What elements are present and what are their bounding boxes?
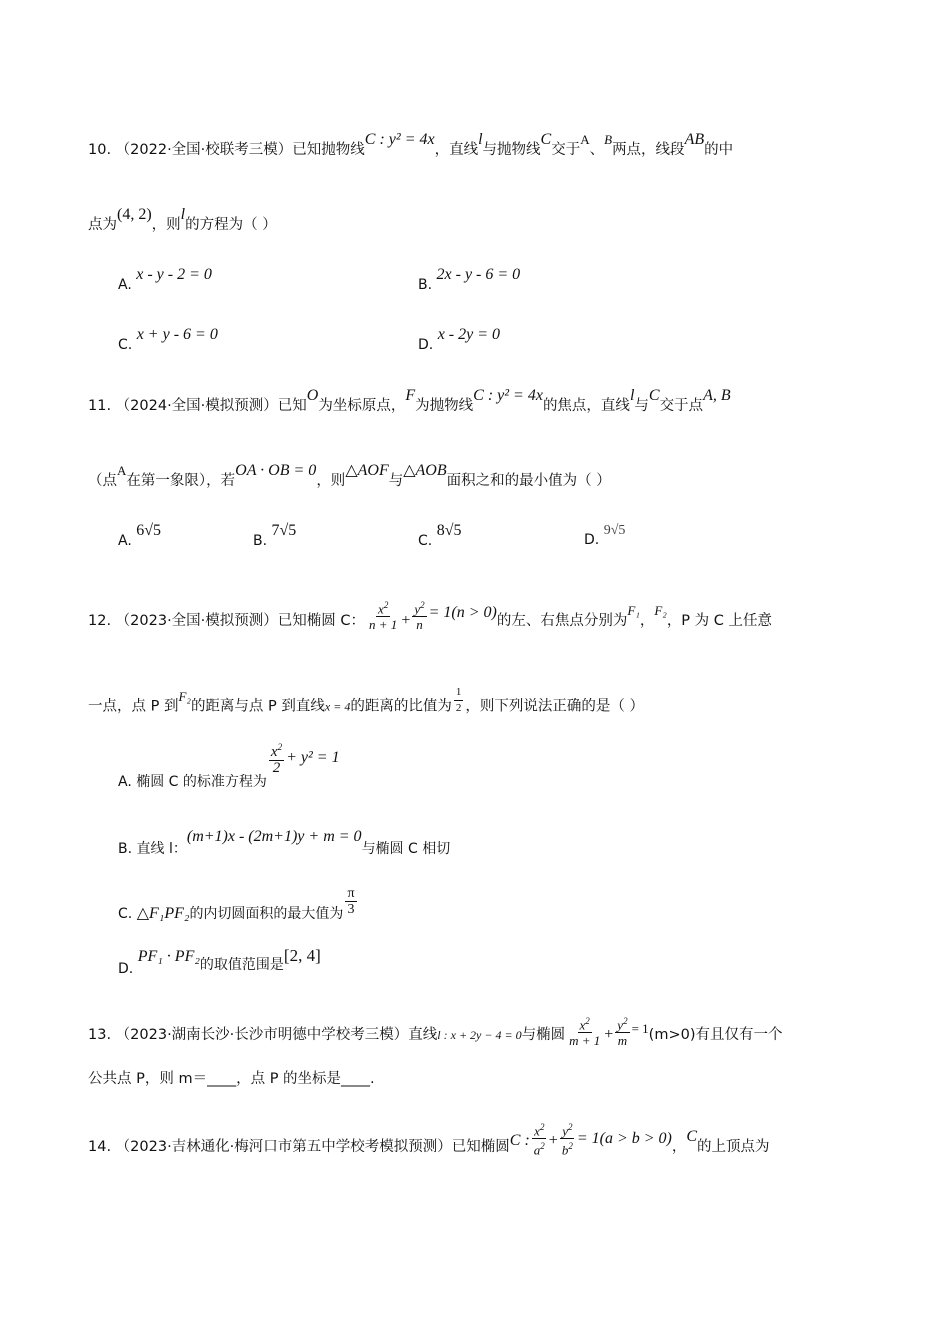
question-11-line-2: [88, 462, 611, 491]
text: 的距离与点 P 到直线: [190, 698, 325, 715]
option-math: x - y - 2 = 0: [136, 266, 212, 283]
text: 为坐标原点，: [318, 398, 406, 414]
option-label: C.: [418, 533, 433, 549]
option-b[interactable]: [253, 522, 297, 549]
math-ab: AB: [684, 131, 705, 148]
text: ，: [671, 1138, 687, 1155]
math-triangle-aob: △AOB: [403, 462, 447, 479]
option-math: 9√5: [603, 523, 626, 538]
question-number: 10.: [88, 142, 112, 158]
math-ellipse-condition: = 1(n > 0): [428, 604, 497, 622]
option-label: B.: [253, 533, 268, 549]
text: 、: [589, 142, 605, 158]
question-13-line-1: 13. （2023·湖南长沙·长沙市明德中学校考三模）直线l : x + 2y − 4 = 0与椭圆 $\frac{x^2}{m + 1}$ + $\frac{y^2}{m}$ = 1(m>0)有且仅有一个: [88, 1016, 783, 1049]
math-c: C: [686, 1127, 698, 1145]
text: (m>0)有且仅有一个: [648, 1027, 783, 1044]
option-label: D.: [118, 961, 134, 977]
question-11-line-1: [88, 387, 731, 416]
text: 与: [388, 473, 404, 489]
text: ，则: [316, 473, 346, 489]
text: ，则: [151, 217, 181, 233]
option-d[interactable]: [418, 326, 501, 353]
option-b[interactable]: [118, 826, 451, 857]
parabola-equation: C : y² = 4x: [364, 131, 435, 148]
option-text: 的取值范围是: [199, 957, 284, 973]
question-source: （2022·全国·校联考三模）: [115, 142, 293, 158]
fraction-one-half: $\frac{1}{2}$: [455, 686, 462, 714]
question-13-line-2: [88, 1069, 375, 1089]
text: ，P 为 C 上任意: [666, 613, 773, 630]
math-c: C: [648, 387, 660, 404]
question-number: 11.: [88, 398, 112, 414]
option-b[interactable]: [418, 266, 521, 293]
option-math: [2, 4]: [283, 946, 321, 965]
math-line: l : x + 2y − 4 = 0: [437, 1028, 522, 1043]
question-source: （2023·湖南长沙·长沙市明德中学校考三模）: [115, 1027, 409, 1044]
math-f1: F₁: [627, 603, 640, 619]
math-b: B: [604, 132, 613, 147]
text: 一点，点 P 到: [88, 698, 179, 715]
question-source: （2024·全国·模拟预测）: [115, 398, 278, 414]
option-math: 2x - y - 6 = 0: [436, 266, 521, 283]
option-math: 8√5: [436, 522, 462, 539]
text: ，: [639, 613, 655, 630]
text: 已知椭圆: [451, 1138, 510, 1155]
question-source: （2023·全国·模拟预测）: [115, 613, 278, 630]
option-math: x - 2y = 0: [437, 326, 501, 343]
option-text: 与椭圆 C 相切: [361, 841, 451, 857]
text: 的距离的比值为: [350, 698, 452, 715]
option-label: D.: [584, 532, 600, 548]
fraction-pi-3: $\frac{\pi}{3}$: [347, 886, 355, 917]
text: 已知: [277, 398, 307, 414]
text: 的焦点，直线: [542, 398, 630, 414]
math-point: (4, 2): [117, 206, 152, 223]
math-l: l: [478, 131, 483, 148]
text: 的上顶点为: [697, 1138, 770, 1155]
math-o: O: [306, 387, 319, 404]
text: 已知椭圆 C：: [277, 613, 366, 630]
option-math: (m+1)x - (2m+1)y + m = 0: [186, 828, 362, 845]
math-ellipse-condition: = 1(a > b > 0): [576, 1129, 672, 1147]
option-label: A.: [118, 774, 132, 790]
question-source: （2023·吉林通化·梅河口市第五中学校考模拟预测）: [115, 1138, 452, 1155]
text: 交于: [551, 142, 581, 158]
math-l: l: [629, 387, 635, 404]
fraction-x2-2: $\frac{x^2}{2}$: [270, 742, 283, 776]
question-10-line-1: [88, 131, 734, 160]
math-c: C :: [509, 1131, 530, 1149]
option-label: B.: [418, 277, 433, 293]
option-label: D.: [418, 337, 434, 353]
option-math: △F₁PF₂: [136, 904, 190, 922]
option-label: C.: [118, 905, 133, 922]
option-c[interactable]: [118, 326, 218, 353]
text: 与椭圆: [521, 1027, 566, 1044]
question-12-line-1: 12. （2023·全国·模拟预测）已知椭圆 C： $\frac{x^2}{n + 1}$ + $\frac{y^2}{n}$ = 1(n > 0)的左、右焦点分别为F₁，F₂，P 为 C 上任意: [88, 600, 773, 633]
option-math: + y² = 1: [286, 749, 340, 766]
fraction-y2-m: $\frac{y^2}{m}$: [617, 1016, 628, 1049]
option-text: 的内切圆面积的最大值为: [189, 905, 344, 922]
question-10-line-2: [88, 206, 277, 235]
text: 在第一象限），若: [126, 473, 236, 489]
question-12-line-2: [88, 686, 644, 722]
option-text: 椭圆 C 的标准方程为: [136, 774, 267, 790]
math-l: l: [180, 206, 186, 223]
fraction-y2-b2: $\frac{y^2}{b^2}$: [561, 1122, 573, 1158]
math-c: C: [540, 131, 552, 148]
math-f2: F₂: [654, 603, 667, 619]
option-label: C.: [118, 337, 133, 353]
option-d[interactable]: [118, 946, 321, 977]
math-a: A: [117, 463, 127, 478]
option-d[interactable]: [584, 522, 626, 548]
option-math: PF₁ · PF₂: [137, 948, 200, 965]
fraction-y2-n: $\frac{y^2}{n}$: [414, 600, 425, 633]
text: 的方程为（ ）: [185, 217, 277, 233]
option-math: x + y - 6 = 0: [136, 326, 218, 343]
option-a[interactable]: [118, 740, 340, 790]
math-equals-one: = 1: [631, 1021, 649, 1037]
text: 面积之和的最小值为（ ）: [446, 473, 611, 489]
text: 与: [634, 398, 649, 414]
option-c[interactable]: [418, 522, 462, 549]
option-a[interactable]: [118, 522, 162, 549]
option-label: B.: [118, 841, 133, 857]
math-f2: F₂: [178, 688, 191, 704]
question-number: 13.: [88, 1027, 112, 1044]
text: 两点，线段: [612, 142, 685, 158]
math-a: A: [580, 132, 590, 147]
parabola-equation: C : y² = 4x: [473, 387, 543, 404]
text: 为抛物线: [415, 398, 474, 414]
math-ab: A, B: [703, 387, 731, 404]
text: 的左、右焦点分别为: [496, 613, 628, 630]
question-14-line-1: 14. （2023·吉林通化·梅河口市第五中学校考模拟预测）已知椭圆C : $\frac{x^2}{a^2}$ + $\frac{y^2}{b^2}$ = 1(a > b > 0)，C的上顶点为: [88, 1122, 770, 1158]
math-triangle-aof: △AOF: [345, 462, 389, 479]
option-a[interactable]: [118, 266, 212, 293]
text: 与抛物线: [482, 142, 541, 158]
text: ，则下列说法正确的是（ ）: [465, 698, 644, 715]
option-c[interactable]: [118, 886, 359, 922]
fraction-x2-n1: $\frac{x^2}{n + 1}$: [369, 600, 398, 633]
text: 已知抛物线: [292, 142, 365, 158]
option-label: A.: [118, 277, 132, 293]
question-number: 12.: [88, 613, 112, 630]
math-x4: x = 4: [324, 699, 351, 714]
text: 点为: [88, 217, 117, 233]
option-math: 6√5: [136, 522, 162, 539]
text: ，直线: [434, 142, 479, 158]
option-label: A.: [118, 533, 132, 549]
text: 公共点 P，则 m＝____，点 P 的坐标是____.: [88, 1071, 375, 1087]
question-number: 14.: [88, 1138, 112, 1155]
option-math: 7√5: [271, 522, 297, 539]
math-f: F: [405, 387, 416, 404]
math-dot-product: OA · OB = 0: [235, 462, 317, 479]
text: （点: [88, 473, 117, 489]
option-text: 直线 l：: [136, 841, 187, 857]
text: 直线: [408, 1027, 438, 1044]
fraction-x2-m1: $\frac{x^2}{m + 1}$: [569, 1016, 601, 1049]
fraction-x2-a2: $\frac{x^2}{a^2}$: [533, 1122, 545, 1158]
text: 交于点: [659, 398, 704, 414]
text: 的中: [704, 142, 734, 158]
